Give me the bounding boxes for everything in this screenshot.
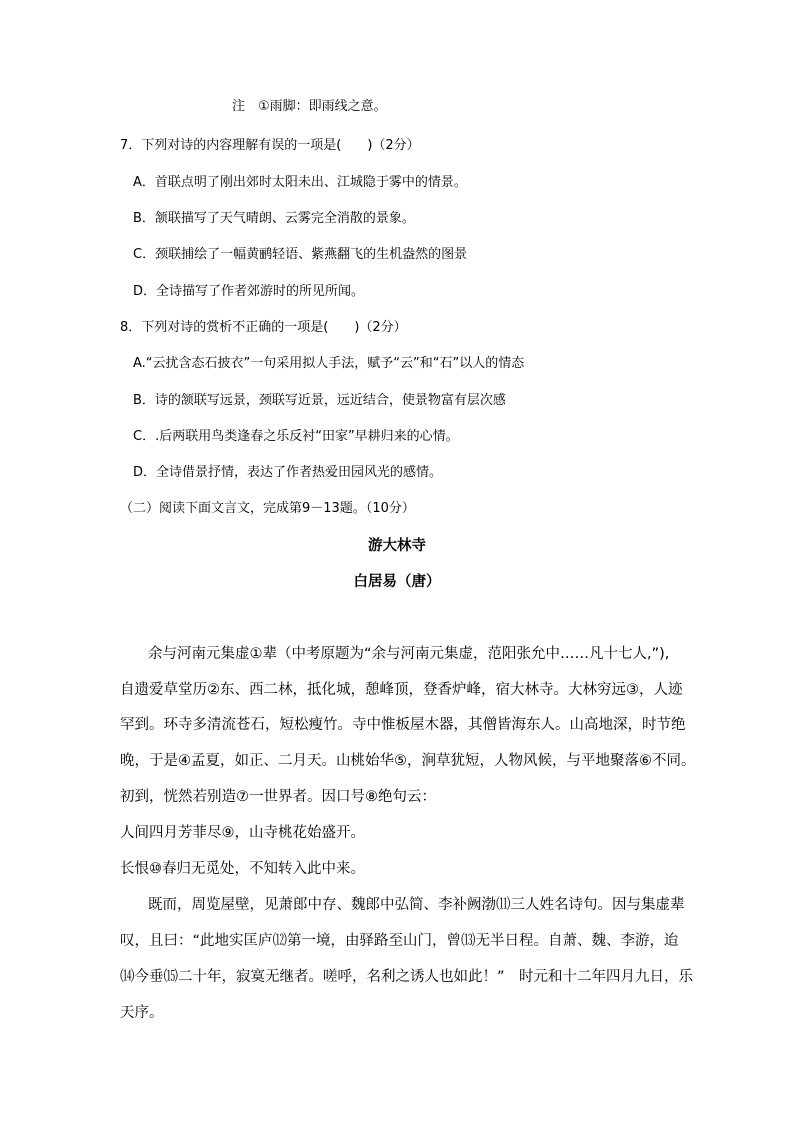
article-title: 游大林寺	[368, 538, 426, 554]
paragraph-2-line: 既而，周览屋壁，见萧郎中存、魏郎中弘简、李补阙渤⑾三人姓名诗句。因与集虚辈	[148, 897, 685, 913]
question-7-option-b: B．颔联描写了天气晴朗、云雾完全消散的景象。	[133, 211, 415, 226]
poem-line: 长恨⑩春归无觅处，不知转入此中来。	[120, 861, 365, 877]
paragraph-1-line: 罕到。环寺多清流苍石，短松瘦竹。寺中惟板屋木器，其僧皆海东人。山高地深，时节绝	[120, 717, 686, 733]
paragraph-1-line: 自遗爱草堂历②东、西二林，抵化城，憩峰顶，登香炉峰，宿大林寺。大林穷远③，人迹	[120, 682, 683, 698]
paragraph-1-line: 晚，于是④孟夏，如正、二月天。山桃始华⑤，涧草犹短，人物风候，与平地聚落⑥不同。	[120, 753, 696, 769]
question-8-stem: 8．下列对诗的赏析不正确的一项是( )（2分）	[120, 320, 407, 335]
question-7-option-a: A．首联点明了刚出郊时太阳未出、江城隐于雾中的情景。	[133, 175, 467, 190]
question-7-stem: 7．下列对诗的内容理解有误的一项是( )（2分）	[120, 138, 420, 153]
paragraph-2-line: 叹，且曰：“此地实匡庐⑿第一境，由驿路至山门，曾⒀无半日程。自萧、魏、李游，迨	[120, 933, 679, 949]
question-8-option-b: B．诗的颔联写远景，颈联写近景，远近结合，使景物富有层次感	[133, 393, 506, 408]
paragraph-2-line: ⒁今垂⒂二十年，寂寞无继者。嗟呼，名利之诱人也如此！” 时元和十二年四月九日，乐	[120, 969, 694, 985]
question-8-option-c: C．.后两联用鸟类逢春之乐反衬“田家”早耕归来的心情。	[133, 429, 459, 444]
paragraph-1-line: 余与河南元集虚①辈（中考原题为“余与河南元集虚，范阳张允中……凡十七人,”),	[148, 646, 670, 662]
question-8-option-d: D．全诗借景抒情，表达了作者热爱田园风光的感情。	[133, 465, 443, 480]
question-8-option-a: A.“云扰含态石披衣”一句采用拟人手法，赋予“云”和“石”以人的情态	[133, 356, 525, 371]
article-author: 白居易（唐）	[353, 574, 441, 590]
annotation-note: 注 ①雨脚：即雨线之意。	[232, 99, 387, 114]
paragraph-2-line: 天序。	[120, 1005, 164, 1021]
question-7-option-d: D．全诗描写了作者郊游时的所见所闻。	[133, 284, 365, 299]
poem-line: 人间四月芳菲尽⑨，山寺桃花始盛开。	[120, 825, 365, 841]
question-7-option-c: C．颈联捕绘了一幅黄鹂轻语、紫燕翻飞的生机盎然的图景	[133, 247, 468, 262]
paragraph-1-line: 初到，恍然若别造⑦一世界者。因口号⑧绝句云：	[120, 789, 436, 805]
section-2-heading: （二）阅读下面文言文，完成第9－13题。（10分）	[120, 501, 415, 516]
